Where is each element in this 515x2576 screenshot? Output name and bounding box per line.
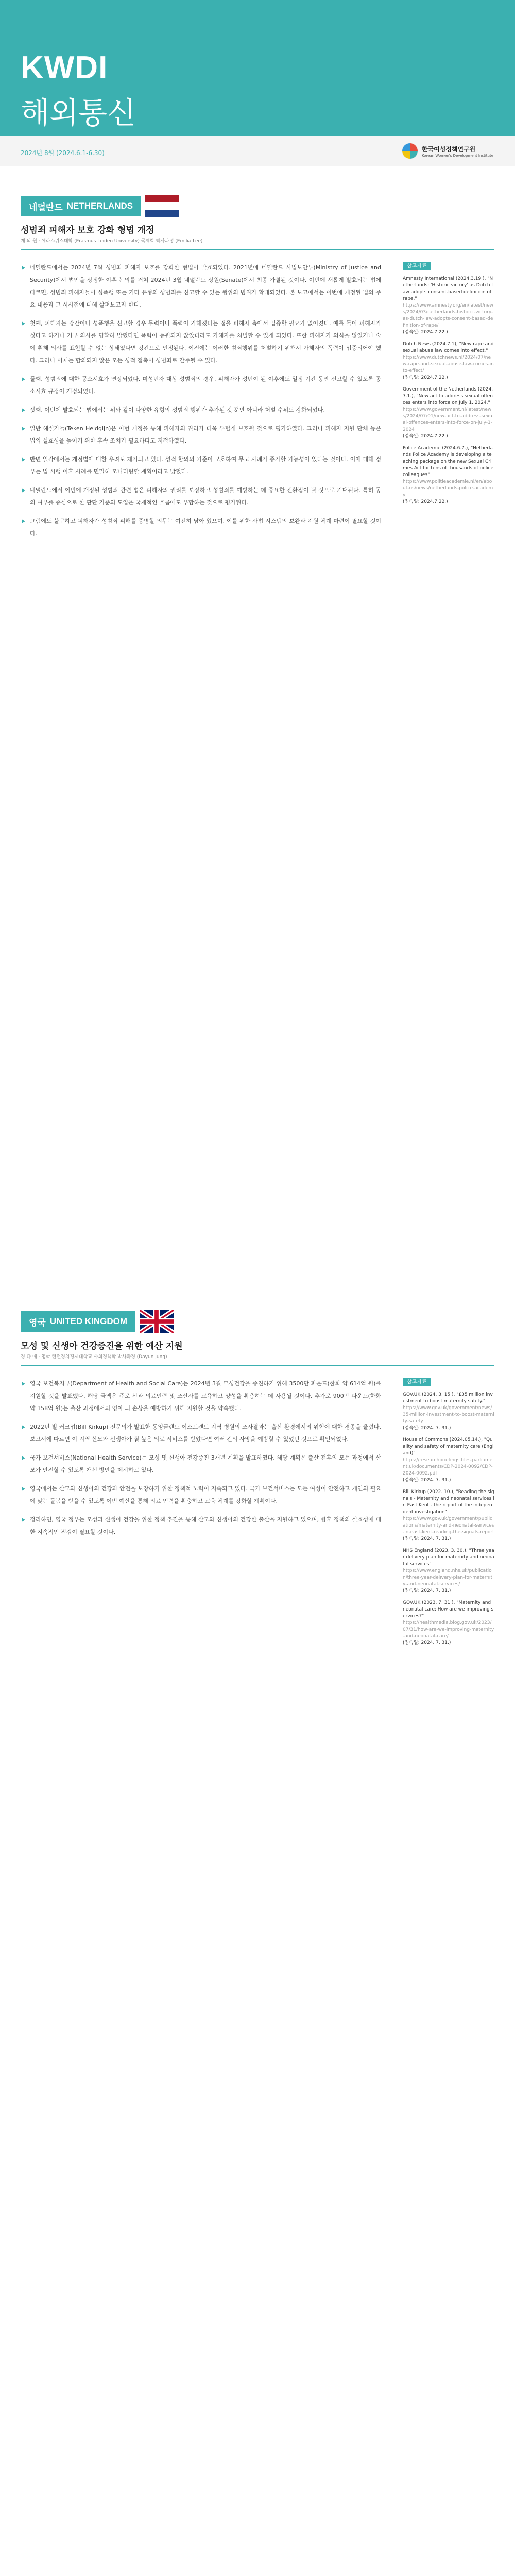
reference-item: GOV.UK (2024. 3. 15.), "£35 million investment to boost maternity safety." https://www.gov.uk/government/news/35-million-investment-to-boost-maternity-safety (접속일: 2024. 7. 31.) <box>403 1392 494 1431</box>
body-paragraph: 첫째, 피해자는 강간이나 성폭행을 신고할 경우 무력이나 폭력이 가해졌다는 점을 피해자 측에서 입증할 필요가 없어졌다. 예를 들어 피해자가 싫다고 하거나 거부 의사를 명확히 밝혔다면 폭력이 동원되지 않았더라도 가해자를 처벌할 수 있게 되었다. 또한 피해자가 의식을 잃었거나 술에 취해 의사를 표현할 수 없는 상태였다면 강간으로 인정된다. 이전에는 이러한 범죄행위를 처벌하기 위해서 가해자의 폭력이 입증되어야 했다. 그러나 이제는 합의되지 않은 모든 성적 접촉이 성범죄로 간주될 수 있다. <box>21 317 381 367</box>
page-header <box>0 0 515 166</box>
reference-link[interactable]: https://www.dutchnews.nl/2024/07/new-rape-and-sexual-abuse-law-comes-into-effect/ <box>403 355 494 374</box>
country-bar-netherlands <box>21 196 179 216</box>
logo-org-ko: 한국여성정책연구원 <box>421 145 476 153</box>
article-meta-netherlands: 재 외 원 · 에라스뮈스대학 (Erasmus Leiden University) 국제학 박사과정 (Emilia Lee) <box>21 239 203 244</box>
article-title-uk: 모성 및 신생아 건강증진을 위한 예산 지원 <box>21 1341 183 1351</box>
references-sidebar-uk <box>403 1378 494 1652</box>
body-paragraph: 네덜란드에서는 2024년 7월 성범죄 피해자 보호를 강화한 형법이 발효되었다. 2021년에 네덜란드 사법보안부(Ministry of Justice and Security)에서 법안을 상정한 이후 논의를 거쳐 2024년 3월 네덜란드 상원(Senate)에서 최종 가결된 것이다. 이번에 새롭게 발효되는 법에 따르면, 성범죄 피해자들이 성폭행 또는 기타 유형의 성범죄를 신고할 수 있는 행위의 범위가 확대되었다. 본 보고에서는 이번에 개정된 법의 주요 내용과 그 시사점에 대해 살펴보고자 한다. <box>21 262 381 311</box>
reference-item: House of Commons (2024.05.14.), "Quality and safety of maternity care (England)" https://researchbriefings.files.parliament.uk/documents/CDP-2024-0092/CDP-2024-0092.pdf (접속일: 2024. 7. 31.) <box>403 1437 494 1483</box>
article-meta-uk: 정 다 예 · 영국 런던정치경제대학교 사회정책학 박사과정 (Dayun Jung) <box>21 1354 167 1360</box>
reference-link[interactable]: https://www.england.nhs.uk/publication/three-year-delivery-plan-for-maternity-and-neonatal-services/ <box>403 1568 492 1587</box>
country-label <box>21 196 141 216</box>
section-divider <box>21 1365 494 1366</box>
article-body-netherlands <box>21 262 381 546</box>
body-paragraph: 영국에서는 산모와 신생아의 건강과 안전을 보장하기 위한 정책적 노력이 지속되고 있다. 국가 보건서비스는 모든 여성이 안전하고 개인의 필요에 맞는 돌봄을 받을 수 있도록 이번 예산을 통해 의료 인력을 확충하고 교육 체계를 강화할 계획이다. <box>21 1483 381 1507</box>
body-paragraph: 네덜란드에서 이번에 개정된 성범죄 관련 법은 피해자의 권리를 보장하고 성범죄를 예방하는 데 중요한 전환점이 될 것으로 기대된다. 특히 동의 여부를 중심으로 한 판단 기준의 도입은 국제적인 흐름에도 부합하는 것으로 평가된다. <box>21 484 381 509</box>
reference-link[interactable]: https://www.government.nl/latest/news/2024/07/01/new-act-to-address-sexual-offences-enters-into-force-on-july-1-2024 <box>403 407 493 432</box>
body-paragraph: 셋째, 이번에 발효되는 법에서는 위와 같이 다양한 유형의 성범죄 행위가 추가된 것 뿐만 아니라 처벌 수위도 강화되었다. <box>21 404 381 416</box>
section-divider <box>21 249 494 250</box>
logo-mark-icon <box>402 143 418 159</box>
issue-date: 2024년 8월 (2024.6.1-6.30) <box>21 149 105 157</box>
references-tag: 참고자료 <box>403 1378 431 1386</box>
reference-item: Amnesty International (2024.3.19.), "Netherlands: 'Historic victory' as Dutch law adopts consent-based definition of rape." https://www.amnesty.org/en/latest/news/2024/03/netherlands-historic-victory-as-dutch-law-adopts-consent-based-definition-of-rape/ (접속일: 2024.7.22.) <box>403 276 494 335</box>
country-name-ko: 네덜란드 <box>29 202 63 213</box>
reference-item: Police Academie (2024.6.7.), "Netherlands Police Academy is developing a teaching package on the new Sexual Crimes Act for tens of thousands of police colleagues" https://www.politieacademie.nl/en/about-us/news/netherlands-police-academy (접속일: 2024.7.22.) <box>403 446 494 504</box>
reference-item: GOV.UK (2023. 7. 31.), "Maternity and neonatal care: How are we improving services?" https://healthmedia.blog.gov.uk/2023/07/31/how-are-we-improving-maternity-and-neonatal-care/ (접속일: 2024. 7. 31.) <box>403 1600 494 1646</box>
body-paragraph: 그럼에도 불구하고 피해자가 성범죄 피해를 증명할 의무는 여전히 남아 있으며, 이를 위한 사법 시스템의 보완과 지원 체계 마련이 필요할 것이다. <box>21 515 381 540</box>
uk-flag-icon <box>140 1310 174 1333</box>
body-paragraph: 2022년 빌 커크업(Bill Kirkup) 전문의가 발표한 동잉글랜드 이스트켄트 지역 병원의 조사결과는 출산 환경에서의 위험에 대한 경종을 울렸다. 보고서에 따르면 이 지역 산모와 신생아가 질 높은 의료 서비스를 받았다면 여러 건의 사망을 예방할 수 있었던 것으로 확인되었다. <box>21 1421 381 1446</box>
reference-link[interactable]: https://www.amnesty.org/en/latest/news/2024/03/netherlands-historic-victory-as-dutch-law-adopts-consent-based-definition-of-rape/ <box>403 303 494 328</box>
article-title-netherlands: 성범죄 피해자 보호 강화 형법 개정 <box>21 225 154 235</box>
reference-item: Bill Kirkup (2022. 10.), "Reading the signals - Maternity and neonatal services in East Kent - the report of the independent investigation" https://www.gov.uk/government/publications/maternity-and-neonatal-services-in-east-kent-reading-the-signals-report (접속일: 2024. 7. 31.) <box>403 1489 494 1541</box>
reference-link[interactable]: https://www.gov.uk/government/publications/maternity-and-neonatal-services-in-east-kent-reading-the-signals-report <box>403 1516 494 1535</box>
country-name-ko: 영국 <box>29 1317 46 1328</box>
body-paragraph: 반면 일각에서는 개정법에 대한 우려도 제기되고 있다. 성적 합의의 기준이 모호하여 무고 사례가 증가할 가능성이 있다는 것이다. 이에 대해 정부는 법 시행 이후 사례를 면밀히 모니터링할 계획이라고 밝혔다. <box>21 453 381 478</box>
country-bar-uk <box>21 1311 174 1332</box>
header-title-en: KWDI <box>21 50 108 86</box>
kwdi-logo <box>402 143 493 159</box>
country-name-en: UNITED KINGDOM <box>49 1316 128 1326</box>
article-body-uk <box>21 1378 381 1545</box>
reference-item: Government of the Netherlands (2024.7.1.), "New act to address sexual offences enters into force on July 1, 2024." https://www.government.nl/latest/news/2024/07/01/new-act-to-address-sexual-offences-enters-into-force-on-july-1-2024 (접속일: 2024.7.22.) <box>403 386 494 440</box>
references-tag: 참고자료 <box>403 262 431 270</box>
references-sidebar-netherlands <box>403 262 494 511</box>
body-paragraph: 일반 해설가들(Teken Heldgijn)은 이번 개정을 통해 피해자의 권리가 더욱 두텁게 보호될 것으로 평가하였다. 그러나 피해자 지원 단체 등은 법의 실효성을 높이기 위한 후속 조치가 필요하다고 지적하였다. <box>21 422 381 447</box>
netherlands-flag-icon <box>145 195 179 217</box>
body-paragraph: 국가 보건서비스(National Health Service)는 모성 및 신생아 건강증진 3개년 계획을 발표하였다. 해당 계획은 출산 전후의 모든 과정에서 산모가 안전할 수 있도록 개선 방안을 제시하고 있다. <box>21 1452 381 1477</box>
body-paragraph: 정리하면, 영국 정부는 모성과 신생아 건강을 위한 정책 추진을 통해 산모와 신생아의 건강한 출산을 지원하고 있으며, 향후 정책의 실효성에 대한 지속적인 점검이 필요할 것이다. <box>21 1514 381 1538</box>
reference-item: Dutch News (2024.7.1), "New rape and sexual abuse law comes into effect." https://www.dutchnews.nl/2024/07/new-rape-and-sexual-abuse-law-comes-into-effect/ (접속일: 2024.7.22.) <box>403 342 494 380</box>
reference-item: NHS England (2023. 3. 30.), "Three year delivery plan for maternity and neonatal services" https://www.england.nhs.uk/publication/three-year-delivery-plan-for-maternity-and-neonatal-services/ (접속일: 2024. 7. 31.) <box>403 1548 494 1594</box>
header-title-ko: 해외통신 <box>21 95 136 130</box>
logo-org-en: Korean Women's Development Institute <box>421 153 493 158</box>
country-label <box>21 1311 135 1332</box>
reference-link[interactable]: https://www.politieacademie.nl/en/about-us/news/netherlands-police-academy <box>403 479 493 498</box>
reference-link[interactable]: https://www.gov.uk/government/news/35-million-investment-to-boost-maternity-safety <box>403 1405 494 1424</box>
reference-link[interactable]: https://healthmedia.blog.gov.uk/2023/07/31/how-are-we-improving-maternity-and-neonatal-care/ <box>403 1620 494 1639</box>
country-name-en: NETHERLANDS <box>66 201 133 211</box>
reference-link[interactable]: https://researchbriefings.files.parliament.uk/documents/CDP-2024-0092/CDP-2024-0092.pdf <box>403 1458 493 1476</box>
body-paragraph: 영국 보건복지부(Department of Health and Social Care)는 2024년 3월 모성건강을 증진하기 위해 3500만 파운드(한화 약 614억 원)를 지원할 것을 발표했다. 해당 금액은 주로 산과 의료인력 및 조산사를 교육하고 양성을 확충하는 데 사용될 것이다. 추가로 900만 파운드(한화 약 158억 원)는 출산 과정에서의 영아 뇌 손상을 예방하기 위해 지원할 것을 약속했다. <box>21 1378 381 1415</box>
body-paragraph: 둘째, 성범죄에 대한 공소시효가 연장되었다. 미성년자 대상 성범죄의 경우, 피해자가 성년이 된 이후에도 일정 기간 동안 신고할 수 있도록 공소시효 규정이 개정되었다. <box>21 373 381 398</box>
